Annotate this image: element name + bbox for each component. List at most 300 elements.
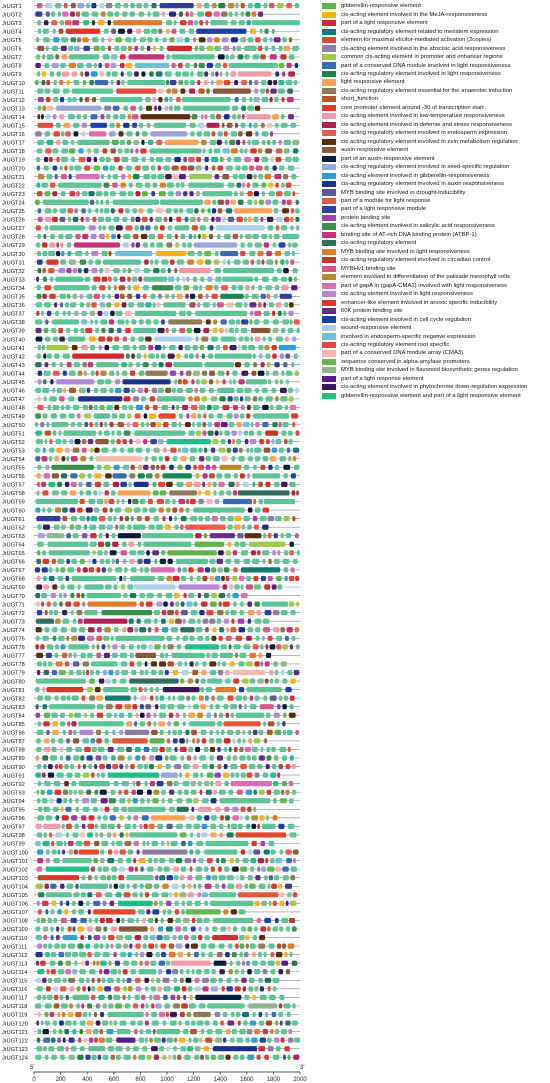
cis-element [275,396,278,401]
cis-element [150,422,155,427]
cis-element [266,653,271,658]
cis-element [210,901,253,906]
cis-element [150,961,156,966]
cis-element [75,251,82,256]
cis-element [205,12,212,17]
cis-element [244,431,248,436]
cis-element [258,678,264,683]
cis-element [198,413,202,418]
cis-element [204,533,207,538]
gene-row [2,807,300,814]
cis-element [68,114,75,119]
cis-element [249,165,254,170]
cis-element [296,730,299,735]
cis-element [244,644,251,649]
legend-label: MYB binding site involved in flavonoid biosynthetic genes regulation [341,367,518,374]
cis-element [119,926,148,931]
cis-element [267,362,271,367]
cis-element [248,610,255,615]
cis-element [189,1003,196,1008]
cis-element [72,952,78,957]
cis-element [274,790,280,795]
cis-element [167,721,170,726]
cis-element [231,431,236,436]
cis-element [76,12,80,17]
cis-element [54,354,59,359]
cis-element [150,131,187,136]
cis-element [276,302,282,307]
cis-element [177,1055,181,1060]
legend-item [322,256,548,264]
cis-element [37,832,42,837]
cis-element [284,302,288,307]
cis-element [136,362,140,367]
cis-element [110,148,115,153]
cis-element [161,773,178,778]
cis-element [108,773,160,778]
cis-element [264,345,269,350]
cis-element [252,559,259,564]
cis-element [37,670,40,675]
cis-element [223,602,230,607]
cis-element [127,131,133,136]
gene-label: JrUGT76 [2,645,25,652]
cis-element [142,815,149,820]
gene-label: JrUGT122 [2,1038,28,1045]
cis-element [56,439,62,444]
cis-element [241,807,246,812]
x-axis-tick-label: 0 [32,1077,36,1083]
legend-swatch [322,54,336,60]
cis-element [87,926,92,931]
cis-element [104,29,109,34]
gene-label: JrUGT28 [2,234,25,241]
cis-element [136,405,143,410]
cis-element [277,268,282,273]
cis-element [123,379,171,384]
cis-element [94,1038,98,1043]
cis-element [260,995,267,1000]
cis-element [268,1046,274,1051]
cis-element [198,807,212,812]
cis-element [106,71,110,76]
cis-element [103,815,107,820]
cis-element [232,371,237,376]
cis-element [52,490,59,495]
cis-element [176,559,208,564]
cis-element [58,183,101,188]
cis-element [195,978,200,983]
cis-element [35,841,40,846]
cis-element [200,773,203,778]
cis-element [40,422,44,427]
cis-element [164,867,170,872]
cis-element [194,242,237,247]
cis-element [195,747,200,752]
cis-element [67,294,70,299]
cis-element [108,849,112,854]
gene-row [2,926,300,933]
cis-element [239,1029,245,1034]
cis-element [246,576,251,581]
cis-element [121,807,127,812]
cis-element [61,37,68,42]
cis-element [266,354,271,359]
cis-element [77,114,81,119]
cis-element [244,302,247,307]
cis-element [142,533,193,538]
cis-element [191,781,196,786]
cis-element [209,388,214,393]
cis-element [190,516,197,521]
cis-element [110,191,116,196]
cis-element [47,687,84,692]
cis-element [44,285,51,290]
cis-element [118,858,123,863]
cis-element [235,944,238,949]
cis-element [259,499,263,504]
cis-element [89,696,95,701]
cis-element [214,37,220,42]
cis-element [281,285,288,290]
cis-element [92,285,97,290]
cis-element [259,884,266,889]
cis-element [140,721,145,726]
cis-element [128,995,131,1000]
cis-element [77,63,84,68]
cis-element [286,379,289,384]
cis-element [138,1020,143,1025]
cis-element [96,670,100,675]
cis-element [264,242,269,247]
gene-label: JrUGT51 [2,431,25,438]
cis-element [95,439,108,444]
cis-element [108,46,111,51]
cis-element [265,431,278,436]
cis-element [231,131,237,136]
cis-element [150,439,156,444]
cis-element [52,901,57,906]
cis-element [76,1003,80,1008]
cis-element [193,884,196,889]
cis-element [219,824,223,829]
cis-element [294,277,297,282]
cis-element [289,576,294,581]
cis-element [176,277,179,282]
cis-element [96,730,101,735]
cis-element [38,379,42,384]
cis-element [169,217,172,222]
cis-element [89,191,95,196]
cis-element [276,405,282,410]
cis-element [286,183,292,188]
cis-element [78,721,124,726]
cis-element [248,627,253,632]
cis-element [254,926,257,931]
cis-element [260,29,263,34]
cis-element [65,302,69,307]
cis-element [202,661,206,666]
cis-element [64,1029,69,1034]
cis-element [288,824,295,829]
cis-element [82,439,86,444]
cis-element [53,405,60,410]
cis-element [144,413,147,418]
cis-element [185,944,189,949]
cis-element [48,405,52,410]
cis-element [232,106,238,111]
cis-element [267,123,272,128]
cis-element [144,781,147,786]
cis-element [240,875,244,880]
legend-label: cis-acting regulatory element involved in auxin responsiveness [341,181,505,188]
cis-element [86,63,91,68]
cis-element [193,764,199,769]
cis-element [270,678,273,683]
cis-element [210,670,217,675]
legend-label: MYB binding site involved in drought-inducibility [341,189,466,196]
cis-element [47,345,69,350]
cis-element [68,97,72,102]
gene-row [2,696,300,703]
cis-element [237,1038,243,1043]
cis-element [127,140,131,145]
cis-element [262,405,268,410]
gene-row [2,978,300,985]
cis-element [153,302,156,307]
cis-element [50,926,53,931]
cis-element [218,670,223,675]
cis-element [60,884,64,889]
cis-element [156,525,163,530]
cis-element [196,969,201,974]
cis-element [100,807,103,812]
cis-element [222,405,229,410]
cis-element [200,790,203,795]
cis-element [144,29,150,34]
cis-element [70,473,77,478]
gene-label: JrUGT79 [2,670,25,677]
cis-element [42,798,48,803]
cis-element [156,465,159,470]
cis-element [275,516,282,521]
cis-element [121,46,127,51]
cis-element [104,183,110,188]
cis-element [73,123,79,128]
legend-label: element involved in differentiation of the palisade mesophyll cells [341,274,510,281]
cis-element [239,576,245,581]
gene-row [2,157,300,164]
cis-element [127,294,132,299]
cis-element [44,747,51,752]
cis-element [180,89,185,94]
cis-element [270,54,277,59]
cis-element [196,354,199,359]
cis-element [262,824,276,829]
cis-element [149,507,156,512]
cis-element [151,986,156,991]
cis-element [111,208,115,213]
cis-element [159,1012,165,1017]
cis-element [133,285,139,290]
cis-element [257,550,260,555]
cis-element [122,371,127,376]
gene-row [2,593,300,600]
cis-element [35,388,41,393]
legend-label: element for maximal elicitor-mediated activation (2copies) [341,37,492,44]
cis-element [113,952,116,957]
cis-element [217,764,221,769]
cis-element [175,610,179,615]
cis-element [289,54,294,59]
cis-element [78,268,82,273]
cis-element [254,80,258,85]
cis-element [80,969,86,974]
cis-element [87,653,93,658]
cis-element [165,362,172,367]
cis-element [103,755,108,760]
cis-element [96,191,102,196]
cis-element [170,37,175,42]
cis-element [111,636,114,641]
cis-element [131,969,136,974]
gene-label: JrUGT20 [2,166,25,173]
cis-element [35,1055,41,1060]
cis-element [56,661,63,666]
cis-element [74,961,77,966]
legend-item [322,349,548,357]
cis-element [58,738,63,743]
cis-element [129,644,134,649]
cis-element [202,978,209,983]
cis-element [163,448,167,453]
cis-element [148,525,154,530]
cis-element [169,713,173,718]
cis-element [36,328,42,333]
cis-element [241,550,248,555]
cis-element [37,251,41,256]
cis-element [50,755,57,760]
cis-element [166,747,171,752]
cis-element [82,311,87,316]
cis-element [199,37,206,42]
cis-element [160,490,167,495]
cis-element [236,439,241,444]
cis-element [187,755,191,760]
cis-element [38,208,41,213]
cis-element [252,995,255,1000]
cis-element [295,533,299,538]
cis-element [221,456,227,461]
cis-element [82,696,86,701]
cis-element [36,37,39,42]
cis-element [248,507,253,512]
cis-element [180,627,194,632]
cis-element [80,490,84,495]
cis-element [220,465,242,470]
cis-element [205,20,208,25]
cis-element [270,405,273,410]
cis-element [108,670,113,675]
gene-row [2,507,300,514]
cis-element [199,696,204,701]
cis-element [237,217,243,222]
cis-element [126,858,131,863]
cis-element [287,97,294,102]
cis-element [85,251,88,256]
cis-element [120,294,125,299]
cis-element [279,345,296,350]
cis-element [106,114,110,119]
cis-element [282,97,285,102]
cis-element [269,841,275,846]
cis-element [82,191,87,196]
cis-element [104,986,111,991]
cis-element [228,183,235,188]
cis-element [244,54,249,59]
gene-label: JrUGT102 [2,867,28,874]
cis-element [219,593,225,598]
cis-element [60,165,63,170]
cis-element [43,764,46,769]
cis-element [186,696,190,701]
cis-element [53,1029,56,1034]
cis-element [45,610,48,615]
cis-element [269,234,272,239]
legend-label: light responsive element [341,79,405,86]
cis-element [136,986,141,991]
cis-element [203,302,210,307]
cis-element [209,892,235,897]
cis-element [91,1055,96,1060]
cis-element [158,234,164,239]
cis-element [138,542,142,547]
cis-element [151,1046,158,1051]
cis-element [163,1020,166,1025]
cis-element [255,456,260,461]
cis-element [36,277,39,282]
cis-element [116,439,120,444]
cis-element [223,1012,228,1017]
cis-element [193,277,197,282]
gene-label: JrUGT36 [2,303,25,310]
cis-element [219,636,223,641]
cis-element [191,1020,196,1025]
cis-element [173,935,177,940]
gene-label: JrUGT31 [2,260,25,267]
cis-element [213,790,217,795]
cis-element [85,961,89,966]
cis-element [209,661,216,666]
cis-element [271,439,274,444]
cis-element [146,319,151,324]
gene-row [2,3,300,10]
cis-element [227,157,231,162]
cis-element [289,550,293,555]
cis-element [220,294,244,299]
cis-element [236,875,239,880]
cis-element [173,1055,176,1060]
cis-element [259,439,264,444]
cis-element [55,764,58,769]
cis-element [54,302,57,307]
legend-swatch [322,223,336,229]
cis-element [288,1038,293,1043]
gene-row [2,490,300,497]
cis-element [151,29,157,34]
cis-element [146,550,150,555]
cis-element [53,602,57,607]
